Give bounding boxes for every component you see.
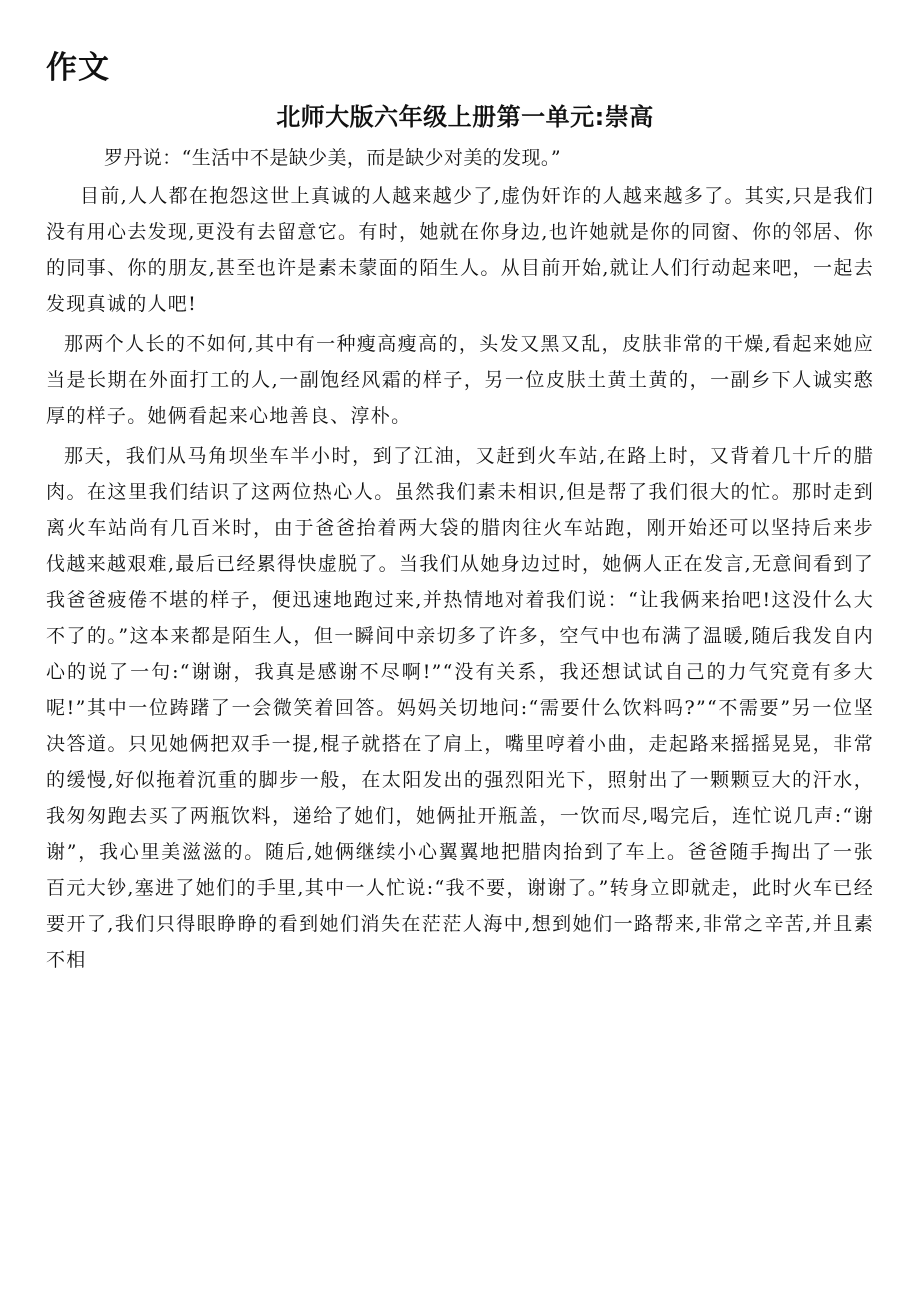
paragraph-2: 那两个人长的不如何,其中有一种瘦高瘦高的，头发又黑又乱，皮肤非常的干燥,看起来她应当是长期在外面打工的人,一副饱经风霜的样子，另一位皮肤土黄土黄的，一副乡下人诚实憨厚的样子。她俩看起来心地善良、淳朴。: [46, 333, 874, 427]
essay-title: 北师大版六年级上册第一单元:崇高: [276, 103, 654, 131]
document-heading: 作文: [46, 50, 110, 86]
opening-quote: 罗丹说：“生活中不是缺少美，而是缺少对美的发现。”: [104, 147, 561, 169]
paragraph-3: 那天，我们从马角坝坐车半小时，到了江油，又赶到火车站,在路上时，又背着几十斤的腊肉。在这里我们结识了这两位热心人。虽然我们素未相识,但是帮了我们很大的忙。那时走到离火车站尚有几百米时，由于爸爸抬着两大袋的腊肉往火车站跑，刚开始还可以坚持后来步伐越来越艰难,最后已经累得快虚脱了。当我们从她身边过时，她俩人正在发言,无意间看到了我爸爸疲倦不堪的样子，便迅速地跑过来,并热情地对着我们说：“让我俩来抬吧!这没什么大不了的。”这本来都是陌生人，但一瞬间中亲切多了许多，空气中也布满了温暖,随后我发自内心的说了一句:“谢谢，我真是感谢不尽啊!”“没有关系，我还想试试自己的力气究竟有多大呢!”其中一位踌躇了一会微笑着回答。妈妈关切地问:“需要什么饮料吗?”“不需要”另一位坚决答道。只见她俩把双手一提,棍子就搭在了肩上，嘴里哼着小曲，走起路来摇摇晃晃，非常的缓慢,好似拖着沉重的脚步一般，在太阳发出的强烈阳光下，照射出了一颗颗豆大的汗水，我匆匆跑去买了两瓶饮料，递给了她们，她俩扯开瓶盖，一饮而尽,喝完后，连忙说几声:“谢谢”，我心里美滋滋的。随后,她俩继续小心翼翼地把腊肉抬到了车上。爸爸随手掏出了一张百元大钞,塞进了她们的手里,其中一人忙说:“我不要，谢谢了。”转身立即就走，此时火车已经要开了,我们只得眼睁睁的看到她们消失在茫茫人海中,想到她们一路帮来,非常之辛苦,并且素不相: [46, 445, 874, 971]
paragraph-1: 目前,人人都在抱怨这世上真诚的人越来越少了,虚伪奸诈的人越来越多了。其实,只是我们没有用心去发现,更没有去留意它。有时，她就在你身边,也许她就是你的同窗、你的邻居、你的同事、你的朋友,甚至也许是素未蒙面的陌生人。从目前开始,就让人们行动起来吧，一起去发现真诚的人吧!: [46, 185, 874, 315]
